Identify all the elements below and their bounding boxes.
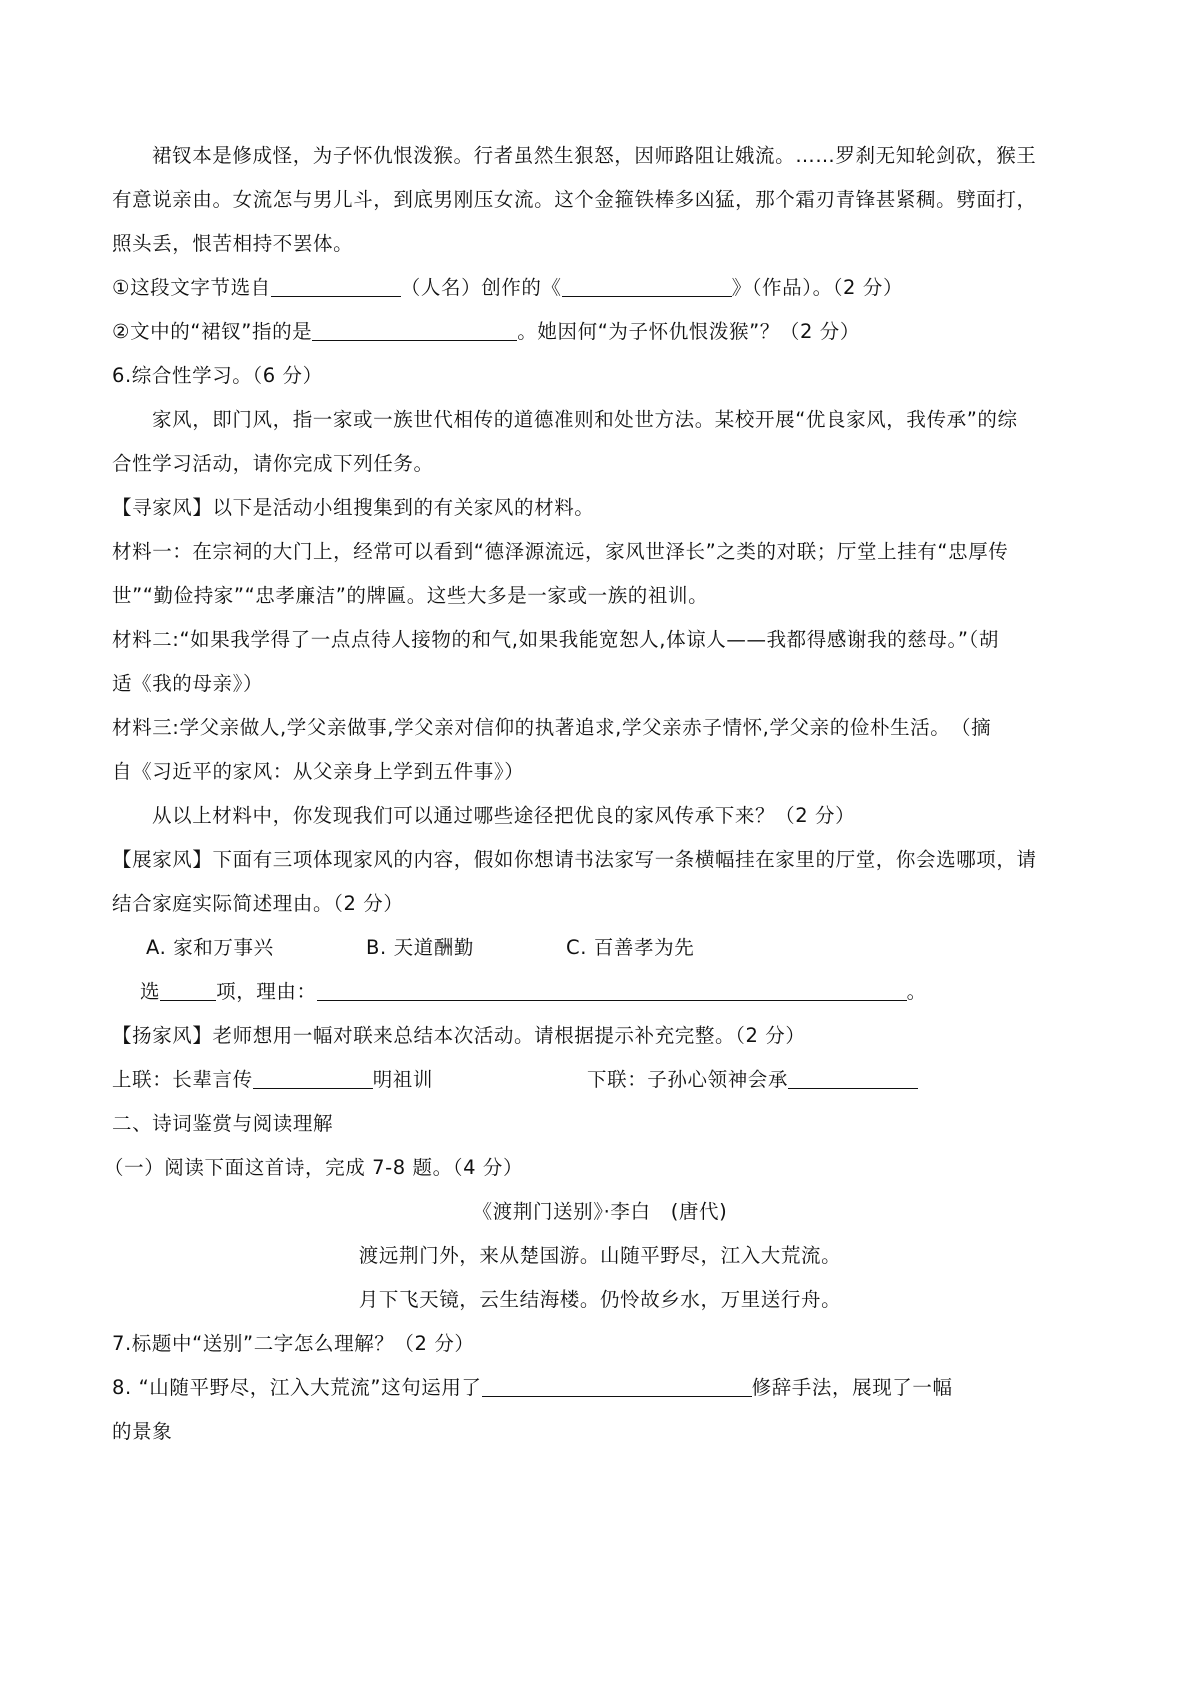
material-3-line-2: 自《习近平的家风：从父亲身上学到五件事》）	[112, 760, 525, 783]
material-1-line-1: 材料一：在宗祠的大门上，经常可以看到“德泽源流远，家风世泽长”之类的对联；厅堂上挂有“忠厚传	[112, 540, 1009, 563]
couplet-lower: 下联：子孙心领神会承	[587, 1066, 918, 1094]
option-c: C. 百善孝为先	[566, 936, 695, 959]
rhetoric-blank[interactable]	[482, 1376, 752, 1397]
q6-intro-1: 家风，即门风，指一家或一族世代相传的道德准则和处世方法。某校开展“优良家风，我传承”的综	[152, 408, 1018, 431]
reason-blank[interactable]	[317, 980, 907, 1001]
question-8-line-1: 8. “山随平野尽，江入大荒流”这句运用了 修辞手法，展现了一幅	[112, 1376, 953, 1399]
section-2-sub1: （一）阅读下面这首诗，完成 7-8 题。（4 分）	[104, 1156, 524, 1179]
qunchai-blank[interactable]	[312, 320, 517, 341]
material-2-line-1: 材料二:“如果我学得了一点点待人接物的和气,如果我能宽恕人,体谅人——我都得感谢我的慈母。”（胡	[112, 628, 999, 651]
choose-row: 选 项，理由： 。	[140, 980, 927, 1003]
q6-question-1: 从以上材料中，你发现我们可以通过哪些途径把优良的家风传承下来？（2 分）	[152, 804, 856, 827]
question-7: 7.标题中“送别”二字怎么理解？（2 分）	[112, 1332, 475, 1355]
couplet-lower-blank[interactable]	[788, 1068, 918, 1089]
q5-sub2: ②文中的“裙钗”指的是 。她因何“为子怀仇恨泼猴”？（2 分）	[112, 320, 861, 343]
couplet-upper-blank[interactable]	[253, 1068, 373, 1089]
choice-blank[interactable]	[160, 980, 216, 1001]
poem-line-2: 月下飞天镜，云生结海楼。仍怜故乡水，万里送行舟。	[358, 1288, 842, 1311]
material-1-line-2: 世”“勤俭持家”“忠孝廉洁”的牌匾。这些大多是一家或一族的祖训。	[112, 584, 709, 607]
option-a: A. 家和万事兴	[146, 936, 274, 959]
task-show-line-2: 结合家庭实际简述理由。（2 分）	[112, 892, 404, 915]
options-row	[146, 934, 1136, 962]
poem-title: 《渡荆门送别》·李白 (唐代)	[472, 1200, 728, 1223]
task-find: 【寻家风】以下是活动小组搜集到的有关家风的材料。	[112, 496, 595, 519]
question-8-line-2: 的景象	[112, 1420, 173, 1443]
couplet-upper: 上联：长辈言传 明祖训	[112, 1068, 434, 1091]
task-spread: 【扬家风】老师想用一幅对联来总结本次活动。请根据提示补充完整。（2 分）	[112, 1024, 806, 1047]
option-b: B. 天道酬勤	[366, 936, 474, 959]
work-blank[interactable]	[562, 276, 732, 297]
passage-line-2: 有意说亲由。女流怎与男儿斗，到底男刚压女流。这个金箍铁棒多凶猛，那个霜刃青锋甚紧稠。劈面打，	[112, 188, 1037, 211]
poem-line-1: 渡远荆门外，来从楚国游。山随平野尽，江入大荒流。	[358, 1244, 842, 1267]
author-blank[interactable]	[271, 276, 401, 297]
section-2-heading: 二、诗词鉴赏与阅读理解	[112, 1112, 334, 1135]
material-2-line-2: 适《我的母亲》）	[112, 672, 264, 695]
q6-intro-2: 合性学习活动，请你完成下列任务。	[112, 452, 434, 475]
passage-line-1: 裙钗本是修成怪，为子怀仇恨泼猴。行者虽然生狠怒，因师路阻让娥流。……罗刹无知轮剑砍，猴王	[152, 144, 1037, 167]
material-3-line-1: 材料三:学父亲做人,学父亲做事,学父亲对信仰的执著追求,学父亲赤子情怀,学父亲的俭朴生活。 （摘	[112, 716, 992, 739]
task-show-line-1: 【展家风】下面有三项体现家风的内容，假如你想请书法家写一条横幅挂在家里的厅堂，你会选哪项，请	[112, 848, 1037, 871]
q5-sub1: ①这段文字节选自 （人名）创作的《 》（作品）。（2 分）	[112, 276, 904, 299]
q6-heading: 6.综合性学习。（6 分）	[112, 364, 323, 387]
passage-line-3: 照头丢，恨苦相持不罢体。	[112, 232, 354, 255]
